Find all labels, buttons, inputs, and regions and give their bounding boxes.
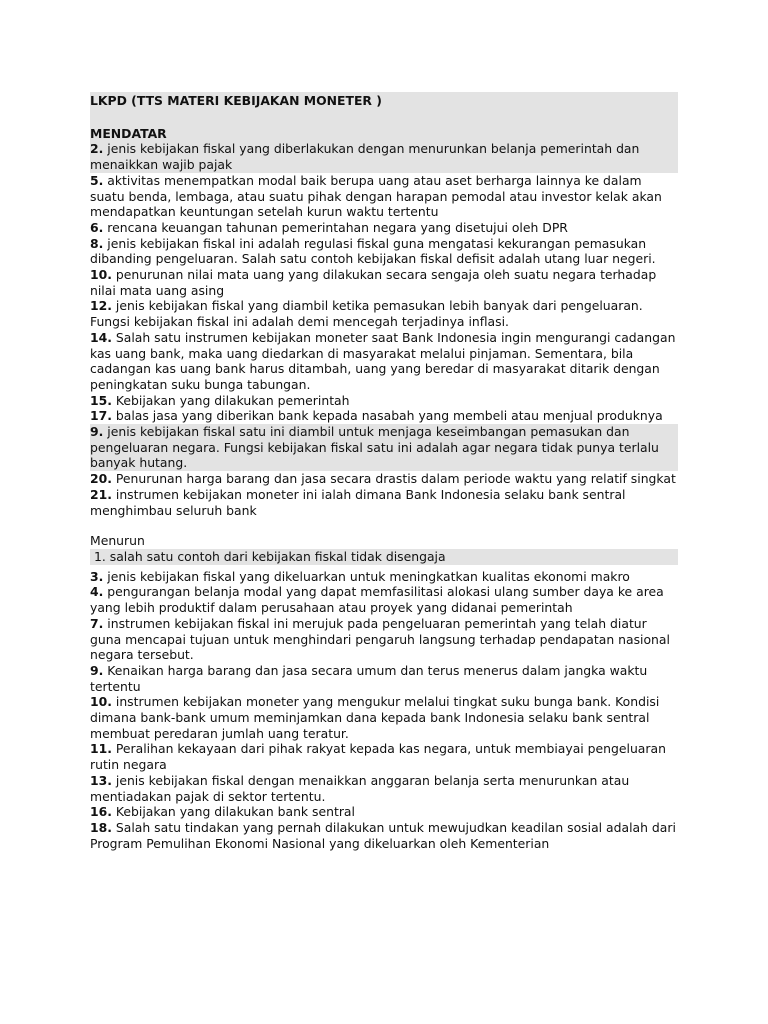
clue-text: Penurunan harga barang dan jasa secara drastis dalam periode waktu yang relatif singkat: [111, 471, 676, 487]
clue-text: penurunan nilai mata uang yang dilakukan secara sengaja oleh suatu negara terhadap nilai mata uang asing: [90, 267, 657, 298]
clue-number: 9.: [90, 424, 104, 440]
clue-text: jenis kebijakan fiskal yang diambil ketika pemasukan lebih banyak dari pengeluaran. Fungsi kebijakan fiskal ini adalah demi mencegah terjadinya inflasi.: [90, 298, 643, 330]
clue-text: pengurangan belanja modal yang dapat memfasilitasi alokasi ulang sumber daya ke area yang lebih produktif dalam perusahaan atau proyek yang didanai pemerintah: [90, 584, 664, 616]
clue-text: Peralihan kekayaan dari pihak rakyat kepada kas negara, untuk membiayai pengeluaran rutin negara: [90, 741, 666, 773]
clue-text: Kebijakan yang dilakukan bank sentral: [111, 804, 355, 820]
clue-number: 10.: [90, 694, 112, 710]
clue-mendatar-5: [90, 173, 678, 220]
clue-number: 8.: [90, 235, 104, 251]
clue-number: 13.: [90, 772, 112, 788]
clue-mendatar-21: [90, 487, 678, 518]
clue-text: instrumen kebijakan moneter ini ialah dimana Bank Indonesia selaku bank sentral menghimbau seluruh bank: [90, 486, 626, 518]
clue-menurun-10: [90, 694, 678, 741]
document-title: LKPD (TTS MATERI KEBIJAKAN MONETER ): [90, 92, 678, 111]
clue-text: balas jasa yang diberikan bank kepada nasabah yang membeli atau menjual produknya: [111, 408, 663, 424]
clue-text: rencana keuangan tahunan pemerintahan negara yang disetujui oleh DPR: [103, 219, 568, 235]
clue-text: Salah satu instrumen kebijakan moneter saat Bank Indonesia ingin mengurangi cadangan kas uang bank, maka uang diedarkan di masyarakat melalui pinjaman. Sementara, bila cadangan kas uang bank harus ditambah, uang yang beredar di masyarakat ditarik dengan peningkatan suku bunga tabungan.: [90, 329, 676, 392]
clue-text: jenis kebijakan fiskal ini adalah regulasi fiskal guna mengatasi kekurangan pemasukan dibanding pengeluaran. Salah satu contoh kebijakan fiskal defisit adalah utang luar negeri.: [90, 235, 656, 267]
menurun-heading: Menurun: [90, 533, 145, 549]
clue-mendatar-14: [90, 330, 678, 393]
clue-mendatar-2: [90, 141, 678, 172]
clue-text: instrumen kebijakan fiskal ini merujuk pada pengeluaran pemerintah yang telah diatur guna mencapai tujuan untuk menghindari pengaruh langsung terhadap pendapatan nasional negara tersebut.: [90, 615, 670, 663]
clue-number: 17.: [90, 408, 112, 424]
clue-number: 7.: [90, 615, 104, 631]
clue-mendatar-12: [90, 298, 678, 329]
clue-menurun-9: [90, 663, 678, 694]
clue-number: 2.: [90, 141, 104, 157]
clue-mendatar-8: [90, 236, 678, 267]
clue-mendatar-6: [90, 220, 678, 236]
clue-number: 6.: [90, 219, 104, 235]
clue-number: 9.: [90, 662, 104, 678]
clue-menurun-16: [90, 804, 678, 820]
clue-menurun-1: 1. salah satu contoh dari kebijakan fiskal tidak disengaja: [90, 549, 678, 565]
clue-text: jenis kebijakan fiskal dengan menaikkan anggaran belanja serta menurunkan atau mentiadakan pajak di sektor tertentu.: [90, 772, 630, 804]
clue-menurun-7: [90, 616, 678, 663]
clue-number: 21.: [90, 486, 112, 502]
clue-text: jenis kebijakan fiskal yang diberlakukan dengan menurunkan belanja pemerintah dan menaikkan wajib pajak: [90, 141, 640, 173]
clue-text: aktivitas menempatkan modal baik berupa uang atau aset berharga lainnya ke dalam suatu benda, lembaga, atau suatu pihak dengan harapan pemodal atau investor kelak akan mendapatkan keuntungan setelah kurun waktu tertentu: [90, 172, 662, 220]
document-page: [90, 92, 678, 851]
clue-menurun-18: [90, 820, 678, 851]
clue-number: 20.: [90, 471, 112, 487]
clue-text: Kenaikan harga barang dan jasa secara umum dan terus menerus dalam jangka waktu tertentu: [90, 662, 648, 694]
clue-number: 18.: [90, 819, 112, 835]
clue-menurun-11: [90, 741, 678, 772]
clue-text: instrumen kebijakan moneter yang mengukur melalui tingkat suku bunga bank. Kondisi dimana bank-bank umum meminjamkan dana kepada bank Indonesia selaku bank sentral membuat peredaran jumlah uang teratur.: [90, 694, 660, 741]
clue-menurun-3: [90, 569, 678, 585]
clue-number: 5.: [90, 172, 104, 188]
clue-menurun-4: [90, 584, 678, 615]
clue-mendatar-15: [90, 393, 678, 409]
clue-text: Kebijakan yang dilakukan pemerintah: [111, 392, 350, 408]
clue-number: 14.: [90, 329, 112, 345]
clue-mendatar-20: [90, 471, 678, 487]
mendatar-heading: MENDATAR: [90, 111, 678, 142]
clue-number: 10.: [90, 267, 112, 283]
clue-number: 11.: [90, 741, 112, 757]
clue-number: 15.: [90, 392, 112, 408]
clue-text: Salah satu tindakan yang pernah dilakukan untuk mewujudkan keadilan sosial adalah dari Program Pemulihan Ekonomi Nasional yang dikeluarkan oleh Kementerian: [90, 819, 676, 851]
clue-number: 4.: [90, 584, 104, 600]
clue-menurun-13: [90, 773, 678, 804]
clue-mendatar-17: [90, 408, 678, 424]
clue-number: 12.: [90, 298, 112, 314]
clue-number: 16.: [90, 804, 112, 820]
clue-mendatar-10: [90, 267, 678, 298]
clue-mendatar-9: [90, 424, 678, 471]
clue-text: jenis kebijakan fiskal yang dikeluarkan untuk meningkatkan kualitas ekonomi makro: [103, 568, 630, 584]
clue-number: 3.: [90, 568, 104, 584]
clue-text: jenis kebijakan fiskal satu ini diambil untuk menjaga keseimbangan pemasukan dan pengeluaran negara. Fungsi kebijakan fiskal satu ini adalah agar negara tidak punya terlalu banyak hutang.: [90, 424, 659, 471]
